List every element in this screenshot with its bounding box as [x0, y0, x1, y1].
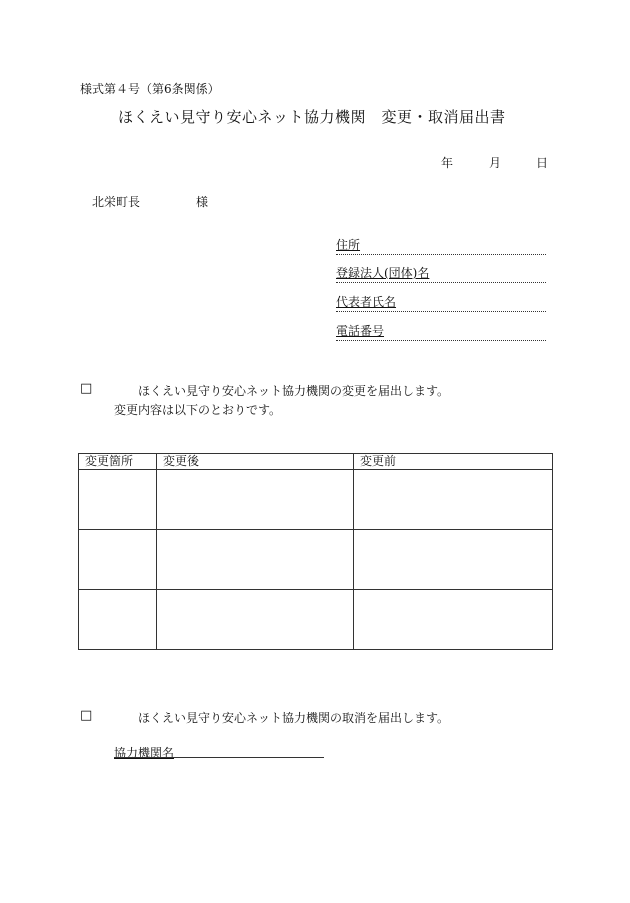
phone-number-field[interactable]: [336, 324, 546, 341]
after-change-cell[interactable]: [157, 470, 354, 530]
phone-number-label: 電話番号: [336, 324, 385, 338]
change-location-cell[interactable]: [79, 590, 157, 650]
change-checkbox[interactable]: □: [80, 381, 93, 396]
date-month-label: 月: [489, 156, 502, 170]
corporation-name-dotted-line: [336, 282, 546, 283]
address-field[interactable]: [336, 238, 546, 255]
header-change-location: 変更箇所: [79, 454, 157, 470]
representative-name-field[interactable]: [336, 295, 546, 312]
change-note: 変更内容は以下のとおりです。: [114, 403, 282, 417]
corporation-name-label: 登録法人(団体)名: [336, 266, 430, 280]
date-year-label: 年: [441, 156, 454, 170]
form-number: 様式第４号（第6条関係）: [80, 82, 220, 96]
after-change-cell[interactable]: [157, 530, 354, 590]
address-dotted-line: [336, 254, 546, 255]
table-row: [79, 470, 553, 530]
phone-number-dotted-line: [336, 340, 546, 341]
corporation-name-field[interactable]: [336, 266, 546, 283]
cancel-option-text: ほくえい見守り安心ネット協力機関の取消を届出します。: [138, 711, 450, 725]
addressee-honorific: 様: [196, 195, 209, 209]
after-change-cell[interactable]: [157, 590, 354, 650]
cancel-checkbox[interactable]: □: [80, 708, 93, 723]
change-details-table: [78, 453, 553, 650]
representative-name-dotted-line: [336, 311, 546, 312]
addressee-name: 北栄町長: [92, 195, 141, 209]
before-change-cell[interactable]: [354, 470, 553, 530]
table-row: [79, 590, 553, 650]
header-after-change: 変更後: [157, 454, 354, 470]
header-before-change: 変更前: [354, 454, 553, 470]
change-location-cell[interactable]: [79, 470, 157, 530]
page-title: ほくえい見守り安心ネット協力機関 変更・取消届出書: [118, 108, 506, 126]
address-label: 住所: [336, 238, 361, 252]
representative-name-label: 代表者氏名: [336, 295, 397, 309]
table-row: [79, 530, 553, 590]
org-name-input-line[interactable]: [114, 757, 324, 758]
table-header-row: [79, 454, 553, 470]
change-option-text: ほくえい見守り安心ネット協力機関の変更を届出します。: [138, 384, 450, 398]
org-name-label: 協力機関名: [114, 746, 175, 760]
before-change-cell[interactable]: [354, 530, 553, 590]
before-change-cell[interactable]: [354, 590, 553, 650]
date-day-label: 日: [536, 156, 549, 170]
change-location-cell[interactable]: [79, 530, 157, 590]
